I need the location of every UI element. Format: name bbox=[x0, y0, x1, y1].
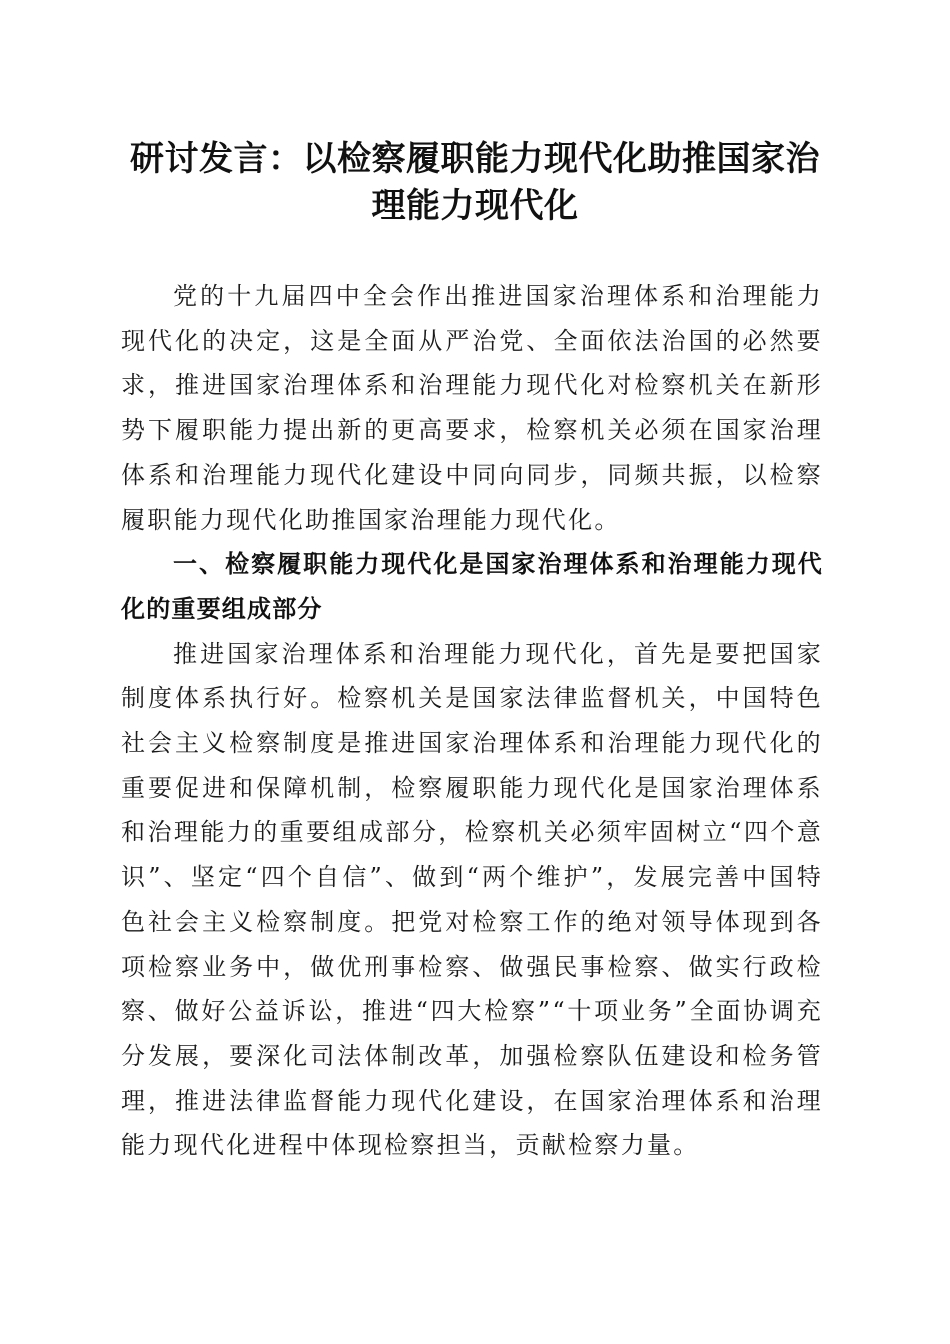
document-title: 研讨发言：以检察履职能力现代化助推国家治理能力现代化 bbox=[130, 139, 820, 226]
intro-paragraph: 党的十九届四中全会作出推进国家治理体系和治理能力现代化的决定，这是全面从严治党、全面依法治国的必然要求，推进国家治理体系和治理能力现代化对检察机关在新形势下履职能力提出新的更高要求，检察机关必须在国家治理体系和治理能力现代化建设中同向同步，同频共振，以检察履职能力现代化助推国家治理能力现代化。 bbox=[121, 282, 823, 534]
section-1-paragraph: 推进国家治理体系和治理能力现代化，首先是要把国家制度体系执行好。检察机关是国家法律监督机关，中国特色社会主义检察制度是推进国家治理体系和治理能力现代化的重要促进和保障机制，检察履职能力现代化是国家治理体系和治理能力的重要组成部分，检察机关必须牢固树立“四个意识”、坚定“四个自信”、做到“两个维护”，发展完善中国特色社会主义检察制度。把党对检察工作的绝对领导体现到各项检察业务中，做优刑事检察、做强民事检察、做实行政检察、做好公益诉讼，推进“四大检察”“十项业务”全面协调充分发展，要深化司法体制改革，加强检察队伍建设和检务管理，推进法律监督能力现代化建设，在国家治理体系和治理能力现代化进程中体现检察担当，贡献检察力量。 bbox=[121, 639, 823, 1160]
document-body bbox=[121, 274, 823, 1168]
section-heading-1: 一、检察履职能力现代化是国家治理体系和治理能力现代化的重要组成部分 bbox=[121, 550, 823, 623]
